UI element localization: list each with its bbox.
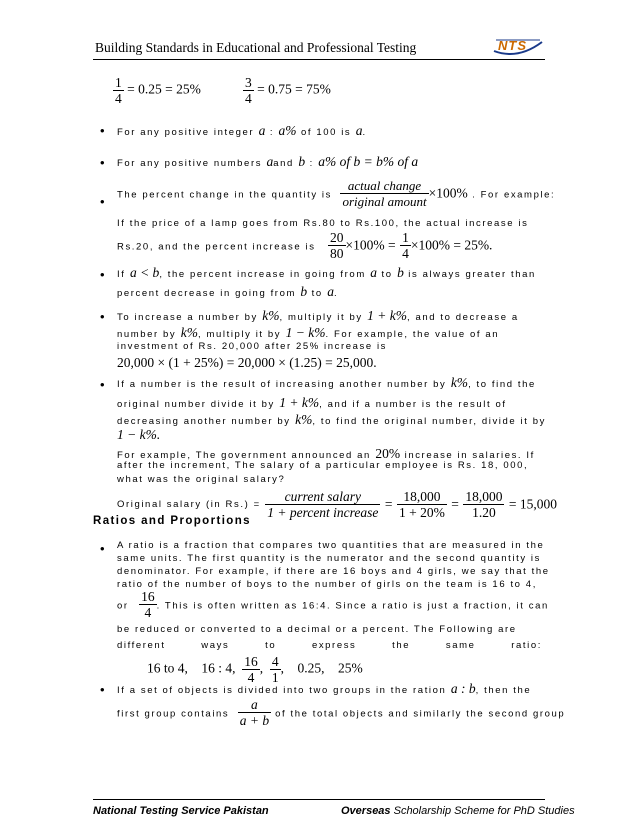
ratio-def-line6: be reduced or converted to a decimal or a percent. The Following are	[117, 624, 517, 635]
nts-logo	[492, 36, 544, 56]
logo-text: NTS	[498, 38, 527, 53]
frac-example-two: $\frac{3}{4}$ = 0.75 = 75%	[245, 75, 331, 106]
header-title: Building Standards in Educational and Professional Testing	[95, 40, 417, 55]
salary-example-line2: after the increment, The salary of a particular employee is Rs. 18, 000,	[117, 460, 529, 471]
bullet-icon: •	[100, 541, 105, 556]
ratio-def-line4: ratio of the number of boys to the number of girls on the team is 16 to 4,	[117, 579, 537, 590]
one-minus-k-line: 1 − k%.	[117, 427, 161, 442]
ratio-groups-line2: first group contains $\frac{a}{a + b}$ of the total objects and similarly the second group	[117, 697, 566, 728]
bullet-icon: •	[100, 123, 105, 138]
section-heading: Ratios and Proportions	[93, 515, 251, 527]
investment-example-line: investment of Rs. 20,000 after 25% increase is	[117, 341, 388, 352]
bullet-icon: •	[100, 377, 105, 392]
decreasing-line: decreasing another number by k%, to find the original number, divide it by	[117, 412, 546, 427]
header-rule	[93, 59, 545, 60]
bullet-icon: •	[100, 682, 105, 697]
bullet-positive-integer: For any positive integer a : a% of 100 is a.	[117, 123, 367, 138]
frac-example-one: $\frac{1}{4}$ = 0.25 = 25%	[115, 75, 201, 106]
investment-calc: 20,000 × (1 + 25%) = 20,000 × (1.25) = 25,000.	[117, 355, 377, 370]
ratio-def-line7: different ways to express the same ratio:	[117, 640, 542, 651]
salary-question-line: what was the original salary?	[117, 474, 286, 485]
ratio-forms: 16 to 4, 16 : 4, $\frac{16}{4}$ , $\frac{4}{1}$ , 0.25, 25%	[147, 654, 363, 685]
bullet-percent-change: The percent change in the quantity is $\frac{\text{actual change}}{\text{original amount}}$ ×100% . For example:	[117, 178, 556, 209]
ratio-groups-line1: If a set of objects is divided into two groups in the ration a : b, then the	[117, 681, 532, 696]
ratio-fraction-line: or $\frac{16}{4}$ . This is often written as 16:4. Since a ratio is just a fraction, it can	[117, 589, 549, 620]
bullet-find-original: If a number is the result of increasing another number by k%, to find the	[117, 375, 536, 390]
original-salary-calc: Original salary (in Rs.) = $\frac{\text{current salary}}{\text{1 + percent increase}}$ = $\frac{18,000}{1 + 20\%}$ = $\frac{18,000}{1.20}$ = 15,000	[117, 489, 558, 520]
bullet-increase-by-k: To increase a number by k%, multiply it by 1 + k%, and to decrease a	[117, 308, 519, 323]
footer-right: Overseas Scholarship Scheme for PhD Studies	[341, 805, 575, 817]
ratio-def-line1: A ratio is a fraction that compares two quantities that are measured in the	[117, 540, 545, 551]
salary-example-line: For example, The government announced an 20% increase in salaries. If	[117, 446, 535, 461]
bullet-icon: •	[100, 194, 105, 209]
decrease-by-k-line: number by k%, multiply it by 1 − k%. For example, the value of an	[117, 325, 500, 340]
ratio-def-line2: same units. The first quantity is the numerator and the second quantity is	[117, 553, 541, 564]
footer-rule	[93, 799, 545, 800]
bullet-icon: •	[100, 267, 105, 282]
footer-left: National Testing Service Pakistan	[93, 805, 269, 817]
bullet-icon: •	[100, 155, 105, 170]
increase-decrease-line2: percent decrease in going from b to a.	[117, 284, 339, 299]
bullet-icon: •	[100, 309, 105, 324]
divide-line: original number divide it by 1 + k%, and if a number is the result of	[117, 395, 507, 410]
percent-change-calc: Rs.20, and the percent increase is $\frac{20}{80}$ ×100% = $\frac{1}{4}$ ×100% = 25%.	[117, 230, 493, 261]
ratio-def-line3: denominator. For example, if there are 16 boys and 4 girls, we say that the	[117, 566, 550, 577]
bullet-increase-decrease: If a < b, the percent increase in going from a to b is always greater than	[117, 265, 536, 280]
percent-change-example-line: If the price of a lamp goes from Rs.80 to Rs.100, the actual increase is	[117, 218, 529, 229]
bullet-positive-numbers: For any positive numbers aand b : a% of b = b% of a	[117, 154, 419, 169]
